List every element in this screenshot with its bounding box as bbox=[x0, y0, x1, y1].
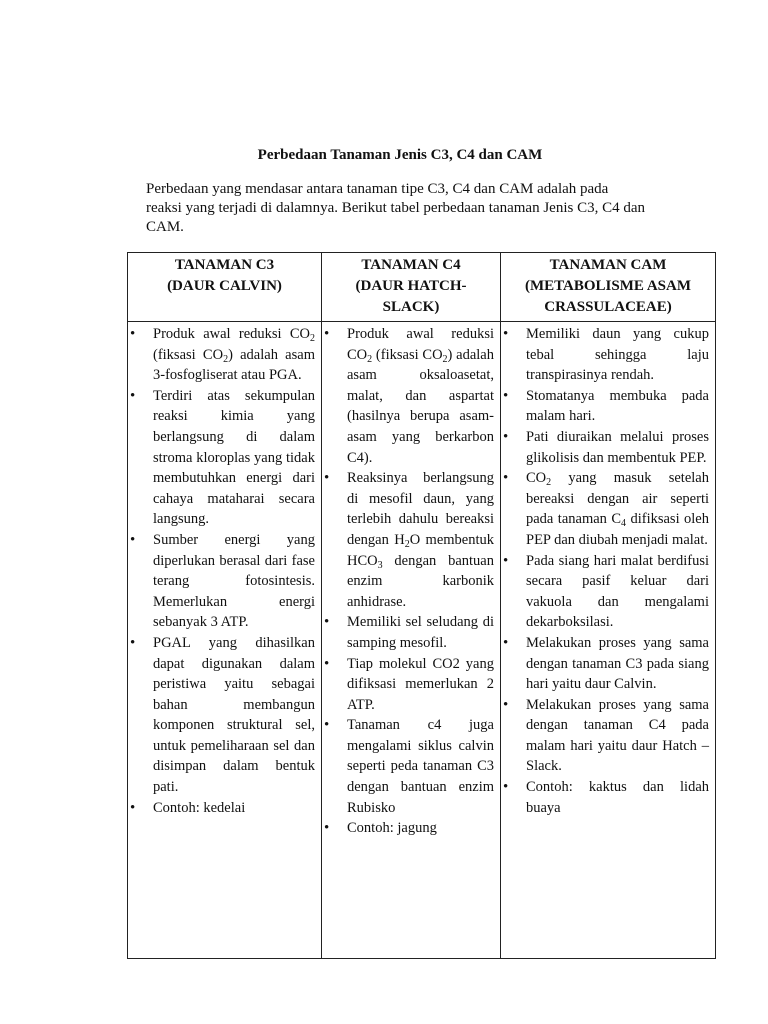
cam-list bbox=[501, 322, 715, 818]
list-item: • Pada siang hari malat berdifusi secara pasif keluar dari vakuola dan mengalami dekarboksilasi. bbox=[501, 551, 709, 633]
comparison-table bbox=[127, 252, 716, 959]
list-item: • $CO_2$ yang masuk setelah bereaksi dengan air seperti pada tanaman $C_4$ difiksasi oleh PEP dan diubah menjadi malat. bbox=[501, 468, 709, 550]
header-cam-subtitle: (METABOLISME ASAM CRASSULACEAE) bbox=[525, 278, 691, 315]
intro-paragraph: Perbedaan yang mendasar antara tanaman tipe C3, C4 dan CAM adalah pada reaksi yang terjadi di dalamnya. Berikut tabel perbedaan tanaman Jenis C3, C4 dan CAM. bbox=[146, 181, 646, 235]
c3-cell bbox=[128, 322, 322, 959]
list-item: • Pati diuraikan melalui proses glikolisis dan membentuk PEP. bbox=[501, 427, 709, 468]
c3-list bbox=[128, 322, 321, 818]
header-c3-title: TANAMAN C3 bbox=[174, 257, 275, 273]
list-item: • Memiliki daun yang cukup tebal sehingga laju transpirasinya rendah. bbox=[501, 324, 709, 386]
list-item: • Contoh: kedelai bbox=[128, 798, 315, 819]
list-item: • Terdiri atas sekumpulan reaksi kimia yang berlangsung di dalam stroma kloroplas yang tidak membutuhkan energi dari cahaya mataharai secara langsung. bbox=[128, 386, 315, 530]
list-item: • Contoh: kaktus dan lidah buaya bbox=[501, 777, 709, 818]
list-item: • Tiap molekul CO2 yang difiksasi memerlukan 2 ATP. bbox=[322, 654, 494, 716]
list-item: • Melakukan proses yang sama dengan tanaman C4 pada malam hari yaitu daur Hatch – Slack. bbox=[501, 695, 709, 777]
list-item: • Produk awal reduksi $CO_2$ (fiksasi $CO_2$) adalah asam oksaloasetat, malat, dan aspartat (hasilnya berupa asam-asam yang berkarbon C4). bbox=[322, 324, 494, 468]
body-row bbox=[128, 322, 716, 959]
list-item: • Melakukan proses yang sama dengan tanaman C3 pada siang hari yaitu daur Calvin. bbox=[501, 633, 709, 695]
list-item: • Stomatanya membuka pada malam hari. bbox=[501, 386, 709, 427]
list-item: • Tanaman c4 juga mengalami siklus calvin seperti peda tanaman C3 dengan bantuan enzim Rubisko bbox=[322, 715, 494, 818]
header-cam-title: TANAMAN CAM bbox=[549, 257, 667, 273]
header-c3 bbox=[128, 253, 322, 322]
list-item: • Produk awal reduksi $CO_2$ (fiksasi $CO_2$) adalah asam 3-fosfogliserat atau PGA. bbox=[128, 324, 315, 386]
header-c4-subtitle: (DAUR HATCH-SLACK) bbox=[355, 278, 467, 315]
list-item: • Contoh: jagung bbox=[322, 818, 494, 839]
header-c4 bbox=[322, 253, 501, 322]
document-title: Perbedaan Tanaman Jenis C3, C4 dan CAM bbox=[257, 147, 543, 163]
header-c4-title: TANAMAN C4 bbox=[361, 257, 461, 273]
list-item: • Sumber energi yang diperlukan berasal dari fase terang fotosintesis. Memerlukan energi sebanyak 3 ATP. bbox=[128, 530, 315, 633]
c4-cell bbox=[322, 322, 501, 959]
header-c3-subtitle: (DAUR CALVIN) bbox=[167, 278, 282, 294]
header-row bbox=[128, 253, 716, 322]
header-cam bbox=[501, 253, 716, 322]
list-item: • Memiliki sel seludang di samping mesofil. bbox=[322, 612, 494, 653]
cam-cell bbox=[501, 322, 716, 959]
c4-list bbox=[322, 322, 500, 839]
list-item: • Reaksinya berlangsung di mesofil daun, yang terlebih dahulu bereaksi dengan $H_2O$ membentuk $HCO_3$ dengan bantuan enzim karbonik anhidrase. bbox=[322, 468, 494, 612]
list-item: • PGAL yang dihasilkan dapat digunakan dalam peristiwa yaitu sebagai bahan membangun komponen struktural sel, untuk pemeliharaan sel dan disimpan dalam bentuk pati. bbox=[128, 633, 315, 798]
